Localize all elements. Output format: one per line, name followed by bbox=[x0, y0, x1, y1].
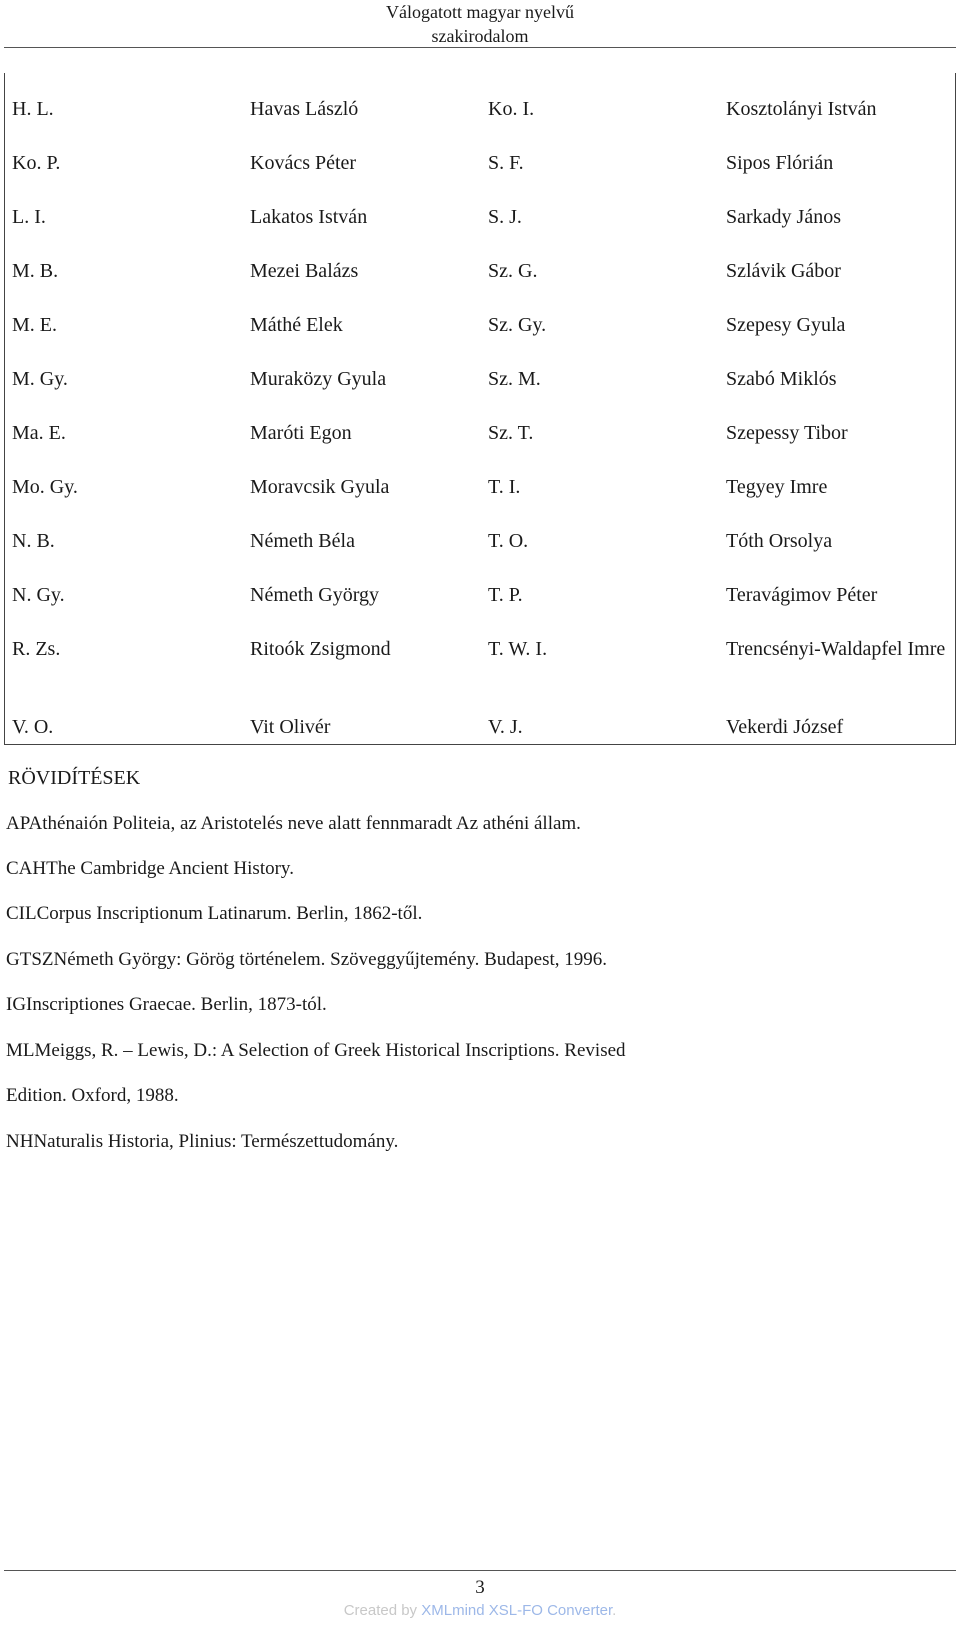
table-cell: Tóth Orsolya bbox=[726, 530, 833, 552]
table-cell: Sarkady János bbox=[726, 206, 841, 228]
table-cell: Mezei Balázs bbox=[250, 260, 359, 282]
table-cell: T. P. bbox=[488, 584, 523, 606]
table-cell: Szepesy Gyula bbox=[726, 314, 846, 336]
table-cell: Ko. I. bbox=[488, 98, 535, 120]
table-cell: H. L. bbox=[12, 98, 54, 120]
table-cell: Vit Olivér bbox=[250, 716, 331, 738]
header-title-line1: Válogatott magyar nyelvű bbox=[386, 2, 574, 22]
table-cell: Sz. G. bbox=[488, 260, 538, 282]
table-cell: Szlávik Gábor bbox=[726, 260, 841, 282]
table-cell: T. O. bbox=[488, 530, 529, 552]
table-cell: Teravágimov Péter bbox=[726, 584, 878, 606]
abbreviation-entry: APAthénaión Politeia, az Aristotelés neve alatt fennmaradt Az athéni állam. bbox=[6, 813, 581, 834]
abbreviation-entry: MLMeiggs, R. – Lewis, D.: A Selection of Greek Historical Inscriptions. Revised bbox=[6, 1040, 626, 1061]
page-header bbox=[0, 0, 960, 48]
table-cell: L. I. bbox=[12, 206, 46, 228]
converter-credit bbox=[0, 1601, 960, 1621]
table-cell: Sipos Flórián bbox=[726, 152, 834, 174]
header-title-line2: szakirodalom bbox=[431, 26, 529, 46]
table-cell: Sz. T. bbox=[488, 422, 534, 444]
table-cell: Kosztolányi István bbox=[726, 98, 877, 120]
table-cell: V. O. bbox=[12, 716, 54, 738]
abbreviation-name-table bbox=[4, 73, 956, 745]
table-cell: Maróti Egon bbox=[250, 422, 352, 444]
footer-divider bbox=[4, 1570, 956, 1571]
table-cell: Kovács Péter bbox=[250, 152, 357, 174]
table-cell: Trencsényi-Waldapfel Imre bbox=[726, 638, 946, 660]
table-cell: Tegyey Imre bbox=[726, 476, 828, 498]
table-cell: Németh Béla bbox=[250, 530, 355, 552]
converter-link[interactable]: XMLmind XSL-FO Converter bbox=[421, 1602, 613, 1619]
table-cell: M. B. bbox=[12, 260, 59, 282]
table-cell: Mo. Gy. bbox=[12, 476, 78, 498]
table-cell: Ritoók Zsigmond bbox=[250, 638, 391, 660]
table-cell: Sz. Gy. bbox=[488, 314, 547, 336]
table-cell: S. F. bbox=[488, 152, 524, 174]
table-cell: T. I. bbox=[488, 476, 521, 498]
table-cell: Máthé Elek bbox=[250, 314, 343, 336]
table-cell: Szabó Miklós bbox=[726, 368, 837, 390]
table-cell: Szepessy Tibor bbox=[726, 422, 848, 444]
table-cell: Ma. E. bbox=[12, 422, 66, 444]
abbreviation-entry: GTSZNémeth György: Görög történelem. Szöveggyűjtemény. Budapest, 1996. bbox=[6, 949, 608, 970]
table-cell: M. Gy. bbox=[12, 368, 68, 390]
table-cell: Sz. M. bbox=[488, 368, 541, 390]
table-cell: Németh György bbox=[250, 584, 380, 606]
abbreviation-entry: CAHThe Cambridge Ancient History. bbox=[6, 858, 294, 879]
table-cell: T. W. I. bbox=[488, 638, 548, 660]
table-cell: Moravcsik Gyula bbox=[250, 476, 390, 498]
table-cell: N. Gy. bbox=[12, 584, 65, 606]
table-cell: N. B. bbox=[12, 530, 55, 552]
abbreviation-entry: IGInscriptiones Graecae. Berlin, 1873-tól. bbox=[6, 994, 327, 1015]
table-cell: R. Zs. bbox=[12, 638, 61, 660]
abbreviations-heading: RÖVIDÍTÉSEK bbox=[8, 767, 141, 789]
table-cell: Lakatos István bbox=[250, 206, 368, 228]
abbreviation-entry-continued: Edition. Oxford, 1988. bbox=[6, 1085, 179, 1106]
table-cell: Ko. P. bbox=[12, 152, 61, 174]
table-cell: Havas László bbox=[250, 98, 359, 120]
page-number: 3 bbox=[475, 1577, 485, 1598]
abbreviation-entry: CILCorpus Inscriptionum Latinarum. Berlin, 1862-től. bbox=[6, 903, 423, 924]
table-cell: Muraközy Gyula bbox=[250, 368, 387, 390]
table-cell: V. J. bbox=[488, 716, 523, 738]
credit-prefix: Created by bbox=[343, 1602, 422, 1619]
table-cell: Vekerdi József bbox=[726, 716, 844, 738]
credit-suffix: . bbox=[612, 1602, 617, 1619]
table-cell: M. E. bbox=[12, 314, 57, 336]
abbreviation-entry: NHNaturalis Historia, Plinius: Természettudomány. bbox=[6, 1131, 399, 1152]
header-divider bbox=[4, 47, 956, 48]
table-cell: S. J. bbox=[488, 206, 522, 228]
